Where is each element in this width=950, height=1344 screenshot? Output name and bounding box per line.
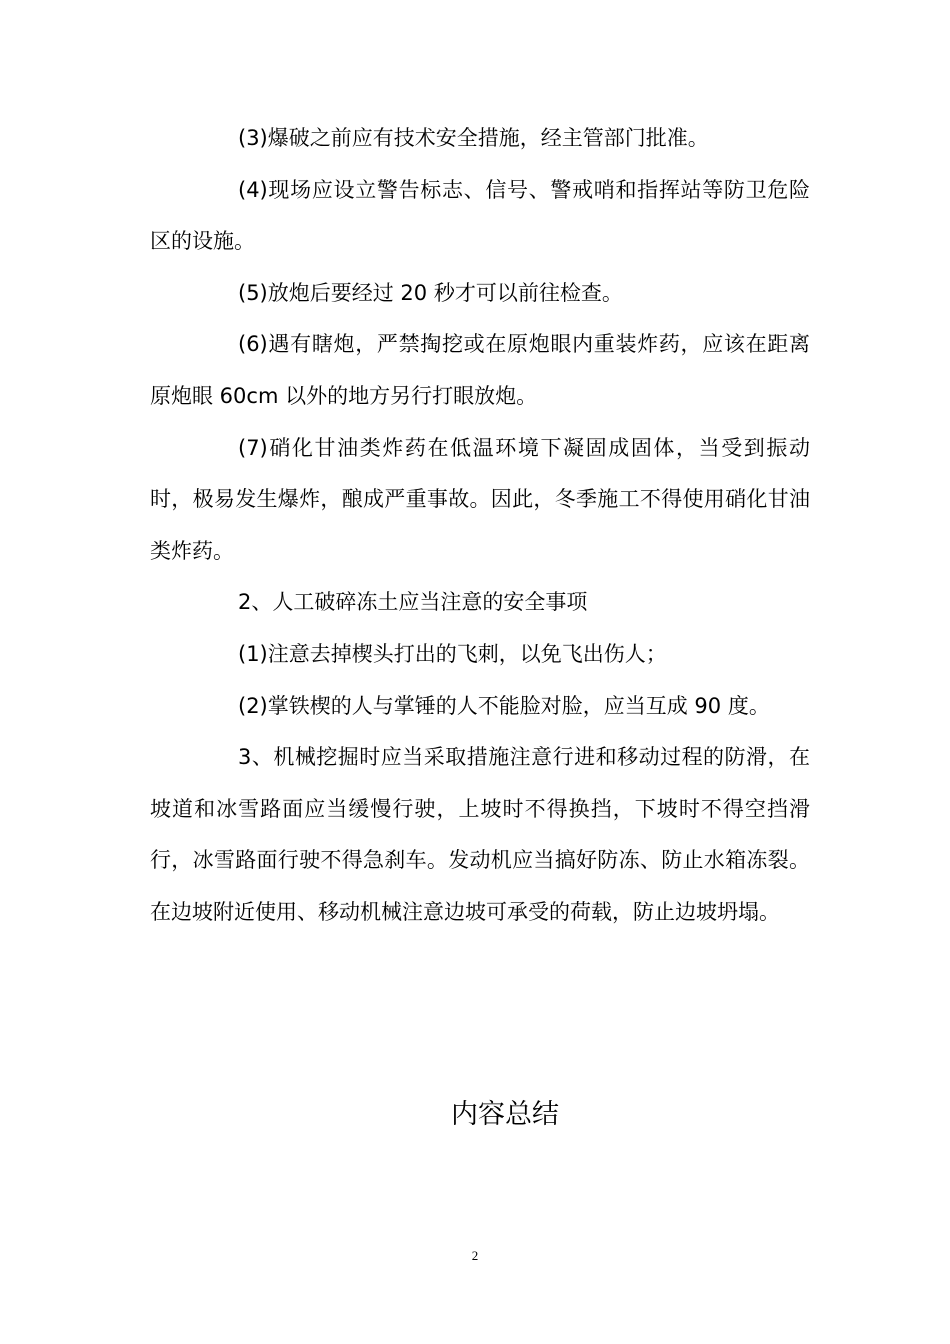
section-paragraph-3: 3、机械挖掘时应当采取措施注意行进和移动过程的防滑，在坡道和冰雪路面应当缓慢行驶，上坡时不得换挡，下坡时不得空挡滑行，冰雪路面行驶不得急刹车。发动机应当搞好防冻、防止水箱冻裂。在边坡附近使用、移动机械注意边坡可承受的荷载，防止边坡坍塌。 <box>150 745 810 924</box>
paragraph-subitem-2: (2)掌铁楔的人与掌锤的人不能脸对脸，应当互成 90 度。 <box>238 693 770 718</box>
summary-title: 内容总结 <box>451 1099 559 1130</box>
paragraph-item-3: (3)爆破之前应有技术安全措施，经主管部门批准。 <box>238 126 709 150</box>
paragraph-item-7: (7)硝化甘油类炸药在低温环境下凝固成固体，当受到振动时，极易发生爆炸，酿成严重事故。因此，冬季施工不得使用硝化甘油类炸药。 <box>150 435 810 563</box>
body-text <box>150 113 810 939</box>
paragraph-item-5: (5)放炮后要经过 20 秒才可以前往检查。 <box>238 280 623 305</box>
paragraph-item-4: (4)现场应设立警告标志、信号、警戒哨和指挥站等防卫危险区的设施。 <box>150 177 810 254</box>
section-heading-2: 2、人工破碎冻土应当注意的安全事项 <box>238 590 588 615</box>
paragraph-item-6: (6)遇有瞎炮，严禁掏挖或在原炮眼内重装炸药，应该在距离原炮眼 60cm 以外的地方另行打眼放炮。 <box>150 332 810 408</box>
paragraph-subitem-1: (1)注意去掉楔头打出的飞刺，以免飞出伤人； <box>238 641 667 666</box>
page-number: 2 <box>471 1248 479 1263</box>
